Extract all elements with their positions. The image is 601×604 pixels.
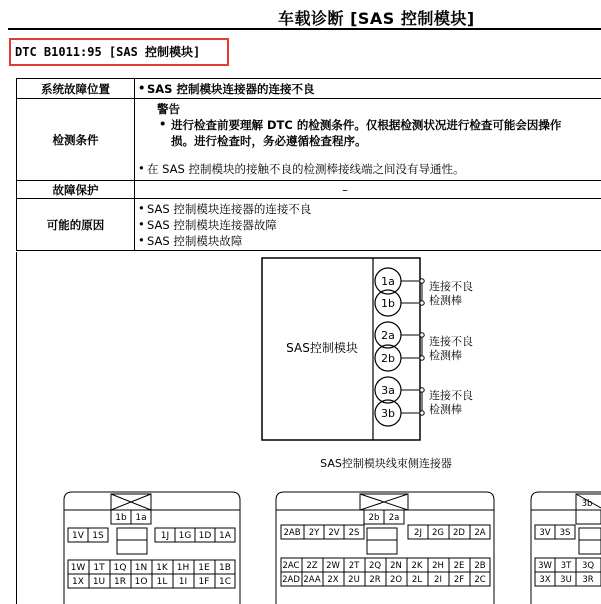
- terminal-label: 1b: [381, 297, 395, 310]
- pin-label: 1a: [135, 513, 147, 523]
- pin-label: 3W: [538, 561, 552, 571]
- terminal-3b: [375, 400, 401, 426]
- terminal-label: 2a: [381, 329, 395, 342]
- list-item: • 在 SAS 控制模块的接触不良的检测棒接线端之间没有导通性。: [135, 161, 601, 177]
- callout-text: 检测棒: [429, 403, 462, 416]
- pin-label: 1X: [72, 577, 84, 587]
- pin-label: 1T: [93, 563, 105, 573]
- callout-text: 检测棒: [429, 294, 462, 307]
- pin-label: 2N: [390, 561, 402, 571]
- terminal-label: 3b: [381, 407, 395, 420]
- connector-2: [276, 492, 494, 604]
- row-header: 检测条件: [17, 99, 135, 181]
- pin-label: 2AA: [303, 575, 321, 585]
- pin-label: 1K: [156, 563, 168, 573]
- pin-label: 2X: [327, 575, 339, 585]
- pin-label: 1D: [198, 531, 212, 541]
- module-label: SAS控制模块: [286, 341, 358, 355]
- pin-label: 1Q: [113, 563, 127, 573]
- pin-label: 1R: [114, 577, 126, 587]
- callout-text: 连接不良: [429, 389, 473, 402]
- pin-label: 2R: [369, 575, 381, 585]
- pin-label: 3U: [560, 575, 572, 585]
- pin-label: 1A: [219, 531, 231, 541]
- pin-label: 1N: [134, 563, 148, 573]
- pin-label: 2B: [474, 561, 486, 571]
- pin-label: 2K: [411, 561, 423, 571]
- pin-label: 1O: [134, 577, 148, 587]
- list-item: • SAS 控制模块故障: [135, 233, 601, 249]
- pin-label: 2V: [328, 528, 340, 538]
- dtc-code-box: DTC B1011:95 [SAS 控制模块]: [9, 38, 229, 66]
- pin-label: 2AC: [282, 561, 300, 571]
- callout-text: 检测棒: [429, 349, 462, 362]
- pin-label: 1V: [72, 531, 84, 541]
- pin-label: 2L: [411, 575, 423, 585]
- pin-label: 2Q: [368, 561, 382, 571]
- terminal-3a: [375, 377, 401, 403]
- row-value: –: [135, 181, 601, 199]
- pin-label: 1b: [115, 513, 127, 523]
- pin-label: 2Y: [308, 528, 320, 538]
- pin-label: 3V: [539, 528, 551, 538]
- pin-label: 1J: [160, 531, 170, 541]
- warning-line: 损。进行检查时，务必遵循检查程序。: [171, 134, 367, 148]
- pin-label: 2AD: [282, 575, 300, 585]
- warning-line: • 进行检查前要理解 DTC 的检测条件。仅根据检测状况进行检查可能会因操作: [157, 117, 601, 133]
- pin-label: 1U: [92, 577, 106, 587]
- pin-label: 1E: [198, 563, 210, 573]
- pin-label: 2T: [348, 561, 360, 571]
- list-item: • SAS 控制模块连接器的连接不良: [135, 201, 601, 217]
- terminal-2b: [375, 345, 401, 371]
- pin-label: 2O: [389, 575, 403, 585]
- pin-label: 1W: [70, 563, 86, 573]
- pin-label: 2a: [388, 513, 400, 523]
- pin-label: 2I: [434, 575, 442, 585]
- pin-label: 2G: [432, 528, 444, 538]
- pin-label: 2Z: [306, 561, 318, 571]
- pin-label: 2E: [453, 561, 465, 571]
- pin-label: 2U: [348, 575, 360, 585]
- pin-label: 2b: [368, 513, 380, 523]
- terminal-2a: [375, 322, 401, 348]
- pin-label: 2J: [414, 528, 422, 538]
- pin-label: 2W: [326, 561, 340, 571]
- list-item: • SAS 控制模块连接器故障: [135, 217, 601, 233]
- pin-label: 1L: [156, 577, 168, 587]
- callout-text: 连接不良: [429, 280, 473, 293]
- terminal-label: 2b: [381, 352, 395, 365]
- warning-title: 警告: [157, 102, 180, 116]
- pin-label: 3Q: [581, 561, 595, 571]
- pin-label: 3S: [559, 528, 571, 538]
- pin-label: 2F: [453, 575, 465, 585]
- row-header: 系统故障位置: [17, 79, 135, 99]
- terminal-label: 3a: [381, 384, 395, 397]
- connector-caption: SAS控制模块线束侧连接器: [320, 457, 452, 470]
- pin-label: 1G: [178, 531, 192, 541]
- pin-label: 3X: [539, 575, 551, 585]
- pin-label: 3b: [581, 499, 593, 509]
- pin-label: 1B: [219, 563, 231, 573]
- pin-label: 2D: [453, 528, 465, 538]
- row-header: 故障保护: [17, 181, 135, 199]
- pin-label: 1H: [176, 563, 190, 573]
- row-header: 可能的原因: [17, 199, 135, 251]
- callout-text: 连接不良: [429, 335, 473, 348]
- pin-label: 2A: [474, 528, 486, 538]
- terminal-label: 1a: [381, 275, 395, 288]
- pin-label: 3R: [582, 575, 594, 585]
- pin-label: 1I: [178, 577, 188, 587]
- pin-label: 1S: [92, 531, 104, 541]
- pin-label: 3T: [560, 561, 572, 571]
- pin-label: 2H: [432, 561, 444, 571]
- pin-label: 2AB: [283, 528, 301, 538]
- pin-label: 1F: [198, 577, 210, 587]
- pin-label: 2S: [348, 528, 360, 538]
- pin-label: 2C: [474, 575, 486, 585]
- pin-label: 1C: [218, 577, 232, 587]
- list-item: • SAS 控制模块连接器的连接不良: [135, 81, 601, 97]
- page-title: 车载诊断 [SAS 控制模块]: [278, 9, 475, 28]
